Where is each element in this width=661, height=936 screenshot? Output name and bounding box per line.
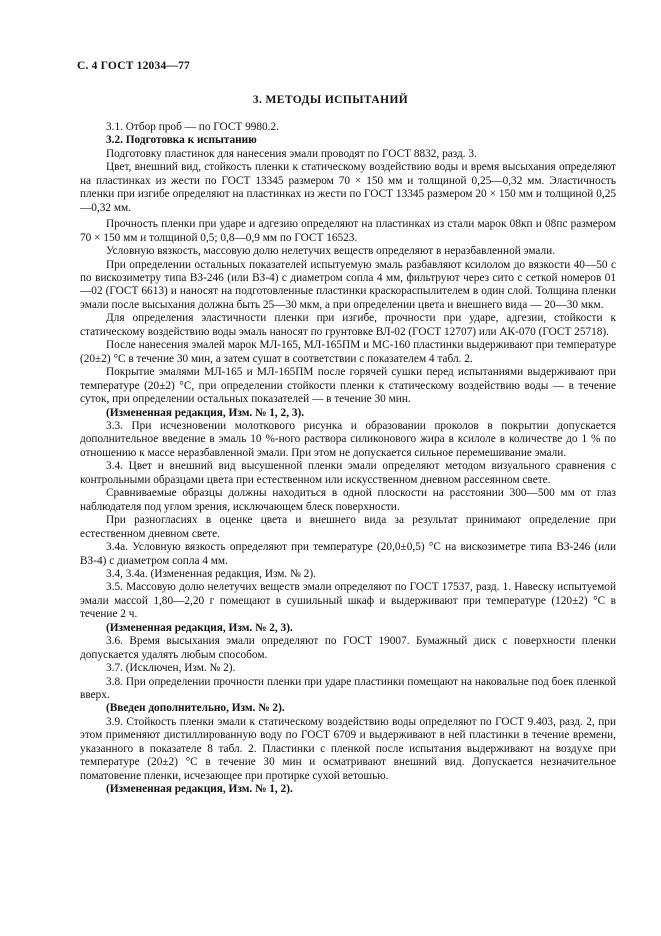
document-body: [80, 121, 616, 797]
page-header: С. 4 ГОСТ 12034—77: [77, 60, 190, 72]
paragraph: 3.3. При исчезновении молоткового рисунка и образовании проколов в покрытии допускается дополнительное введение в эмаль 10 %-ного раствора силиконового жира в ксилоле в количестве до 1 % по отношению к массе неразбавленной эмали. При этом не допускается сильное перемешивание эмали.: [80, 419, 616, 459]
paragraph: Сравниваемые образцы должны находиться в одной плоскости на расстоянии 300—500 мм от глаз наблюдателя под углом зрения, исключающем блеск поверхности.: [80, 487, 616, 513]
paragraph: 3.2. Подготовка к испытанию: [106, 134, 257, 147]
paragraph: (Измененная редакция, Изм. № 1, 2).: [106, 783, 293, 796]
paragraph: Для определения эластичности пленки при изгибе, прочности при ударе, адгезии, стойкости к статическому воздействию воды эмаль наносят по грунтовке ВЛ-02 (ГОСТ 12707) или АК-070 (ГОСТ 25718).: [80, 312, 616, 338]
section-title: 3. МЕТОДЫ ИСПЫТАНИЙ: [252, 94, 409, 106]
paragraph: (Измененная редакция, Изм. № 2, 3).: [106, 621, 293, 634]
paragraph: При определении остальных показателей испытуемую эмаль разбавляют ксилолом до вязкости 40—50 с по вискозиметру типа ВЗ-246 (или ВЗ-4) с диаметром сопла 4 мм, фильтруют через сито с сеткой номеров 01—02 (ГОСТ 6613) и наносят на подготовленные пластинки краскораспылителем в один слой. Толщина пленки эмали после высыхания должна быть 25—30 мкм, а при определении цвета и внешнего вида — 20—30 мкм.: [80, 258, 616, 311]
paragraph: 3.1. Отбор проб — по ГОСТ 9980.2.: [106, 121, 279, 133]
paragraph: Подготовку пластинок для нанесения эмали проводят по ГОСТ 8832, разд. 3.: [106, 147, 477, 160]
paragraph: 3.4, 3.4а. (Измененная редакция, Изм. № 2).: [106, 567, 316, 580]
paragraph: (Измененная редакция, Изм. № 1, 2, 3).: [106, 406, 305, 419]
paragraph: Цвет, внешний вид, стойкость пленки к статическому воздействию воды и время высыхания определяют на пластинках из жести по ГОСТ 13345 размером 70 × 150 мм и толщиной 0,25—0,32 мм. Эластичность пленки при изгибе определяют на пластинках из жести по ГОСТ 13345 размером 20 × 150 мм и толщиной 0,25—0,32 мм.: [80, 161, 616, 214]
paragraph: 3.9. Стойкость пленки эмали к статическому воздействию воды определяют по ГОСТ 9.403, разд. 2, при этом применяют дистиллированную воду по ГОСТ 6709 и выдерживают в ней пластинки в течение времени, указанного в показателе 8 табл. 2. Пластинки с пленкой после испытания выдерживают на воздухе при температуре (20±2) °С в течение 30 мин и осматривают внешний вид. Допускается незначительное поматовение пленки, исчезающее при протирке сухой ветошью.: [80, 715, 616, 782]
paragraph: 3.4. Цвет и внешний вид высушенной пленки эмали определяют методом визуального сравнения с контрольными образцами цвета при естественном или искусственном дневном рассеянном свете.: [80, 460, 616, 486]
paragraph: 3.6. Время высыхания эмали определяют по ГОСТ 19007. Бумажный диск с поверхности пленки допускается удалять любым способом.: [80, 635, 616, 661]
paragraph: 3.4а. Условную вязкость определяют при температуре (20,0±0,5) °С на вискозиметре типа ВЗ-246 (или ВЗ-4) с диаметром сопла 4 мм.: [80, 541, 616, 567]
paragraph: Условную вязкость, массовую долю нелетучих веществ определяют в неразбавленной эмали.: [106, 245, 556, 258]
paragraph: При разногласиях в оценке цвета и внешнего вида за результат принимают определение при естественном дневном свете.: [80, 514, 616, 540]
paragraph: (Введен дополнительно, Изм. № 2).: [106, 702, 285, 715]
paragraph: Прочность пленки при ударе и адгезию определяют на пластинках из стали марок 08кп и 08пс размером 70 × 150 мм и толщиной 0,5; 0,8—0,9 мм по ГОСТ 16523.: [80, 218, 616, 244]
paragraph: 3.5. Массовую долю нелетучих веществ эмали определяют по ГОСТ 17537, разд. 1. Навеску испытуемой эмали массой 1,80—2,20 г помещают в сушильный шкаф и выдерживают при температуре (120±2) °С в течение 2 ч.: [80, 581, 616, 621]
paragraph: 3.8. При определении прочности пленки при ударе пластинки помещают на наковальне под боек пленкой вверх.: [80, 675, 616, 702]
paragraph: После нанесения эмалей марок МЛ-165, МЛ-165ПМ и МС-160 пластинки выдерживают при температуре (20±2) °С в течение 30 мин, а затем сушат в соответствии с показателем 4 табл. 2.: [80, 339, 616, 365]
paragraph: 3.7. (Исключен, Изм. № 2).: [106, 662, 236, 675]
paragraph: Покрытие эмалями МЛ-165 и МЛ-165ПМ после горячей сушки перед испытаниями выдерживают при температуре (20±2) °С, при определении стойкости пленки к статическому воздействию воды — в течение суток, при определении остальных показателей — в течение 30 мин.: [80, 366, 616, 406]
